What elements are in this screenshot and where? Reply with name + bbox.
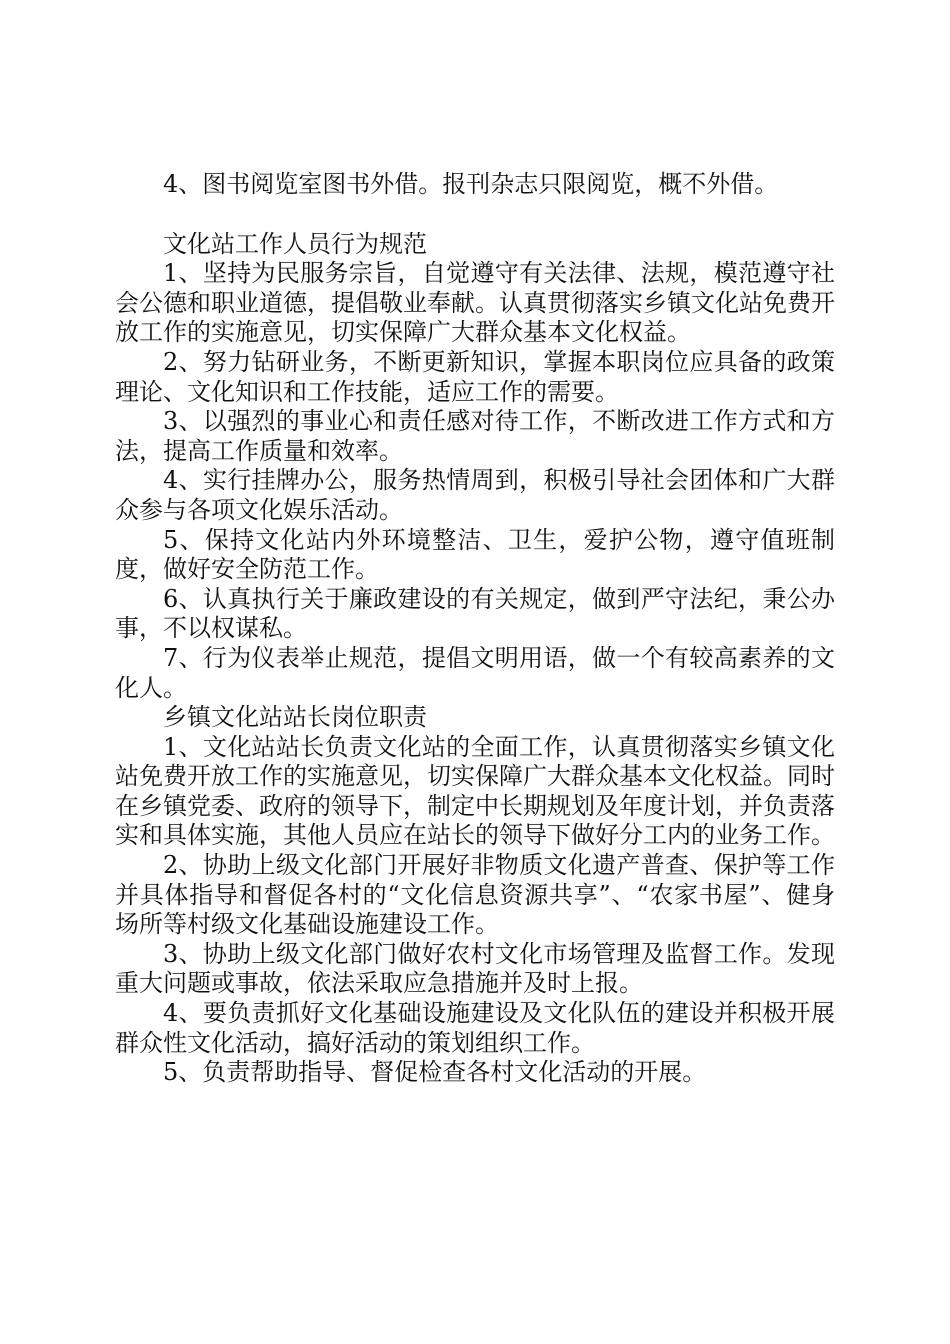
paragraph-director-duty-3: 3、协助上级文化部门做好农村文化市场管理及监督工作。发现重大问题或事故，依法采取应急措施并及时上报。: [115, 939, 835, 998]
paragraph-staff-conduct-2: 2、努力钻研业务，不断更新知识，掌握本职岗位应具备的政策理论、文化知识和工作技能，适应工作的需要。: [115, 347, 835, 406]
section-heading-staff-conduct: 文化站工作人员行为规范: [163, 229, 427, 258]
paragraph-library-lending-rule: 4、图书阅览室图书外借。报刊杂志只限阅览，概不外借。: [163, 170, 779, 198]
paragraph-staff-conduct-5: 5、保持文化站内外环境整洁、卫生，爱护公物，遵守值班制度，做好安全防范工作。: [115, 525, 835, 584]
paragraph-staff-conduct-7: 7、行为仪表举止规范，提倡文明用语，做一个有较高素养的文化人。: [115, 643, 835, 702]
document-body: [115, 170, 835, 1088]
section-heading-director-duties: 乡镇文化站站长岗位职责: [163, 703, 427, 732]
paragraph-director-duty-5: 5、负责帮助指导、督促检查各村文化活动的开展。: [163, 1058, 707, 1087]
paragraph-staff-conduct-4: 4、实行挂牌办公，服务热情周到，积极引导社会团体和广大群众参与各项文化娱乐活动。: [115, 466, 835, 524]
paragraph-director-duty-4: 4、要负责抓好文化基础设施建设及文化队伍的建设并积极开展群众性文化活动，搞好活动的策划组织工作。: [115, 999, 835, 1057]
paragraph-staff-conduct-1: 1、坚持为民服务宗旨，自觉遵守有关法律、法规，模范遵守社会公德和职业道德，提倡敬业奉献。认真贯彻落实乡镇文化站免费开放工作的实施意见，切实保障广大群众基本文化权益。: [115, 259, 835, 347]
paragraph-director-duty-1: 1、文化站站长负责文化站的全面工作，认真贯彻落实乡镇文化站免费开放工作的实施意见，切实保障广大群众基本文化权益。同时在乡镇党委、政府的领导下，制定中长期规划及年度计划，并负责落实和具体实施，其他人员应在站长的领导下做好分工内的业务工作。: [115, 732, 835, 850]
paragraph-staff-conduct-6: 6、认真执行关于廉政建设的有关规定，做到严守法纪，秉公办事，不以权谋私。: [115, 584, 835, 643]
paragraph-staff-conduct-3: 3、以强烈的事业心和责任感对待工作，不断改进工作方式和方法，提高工作质量和效率。: [115, 407, 835, 465]
paragraph-director-duty-2: 2、协助上级文化部门开展好非物质文化遗产普查、保护等工作并具体指导和督促各村的“文化信息资源共享”、“农家书屋”、健身场所等村级文化基础设施建设工作。: [115, 851, 835, 939]
